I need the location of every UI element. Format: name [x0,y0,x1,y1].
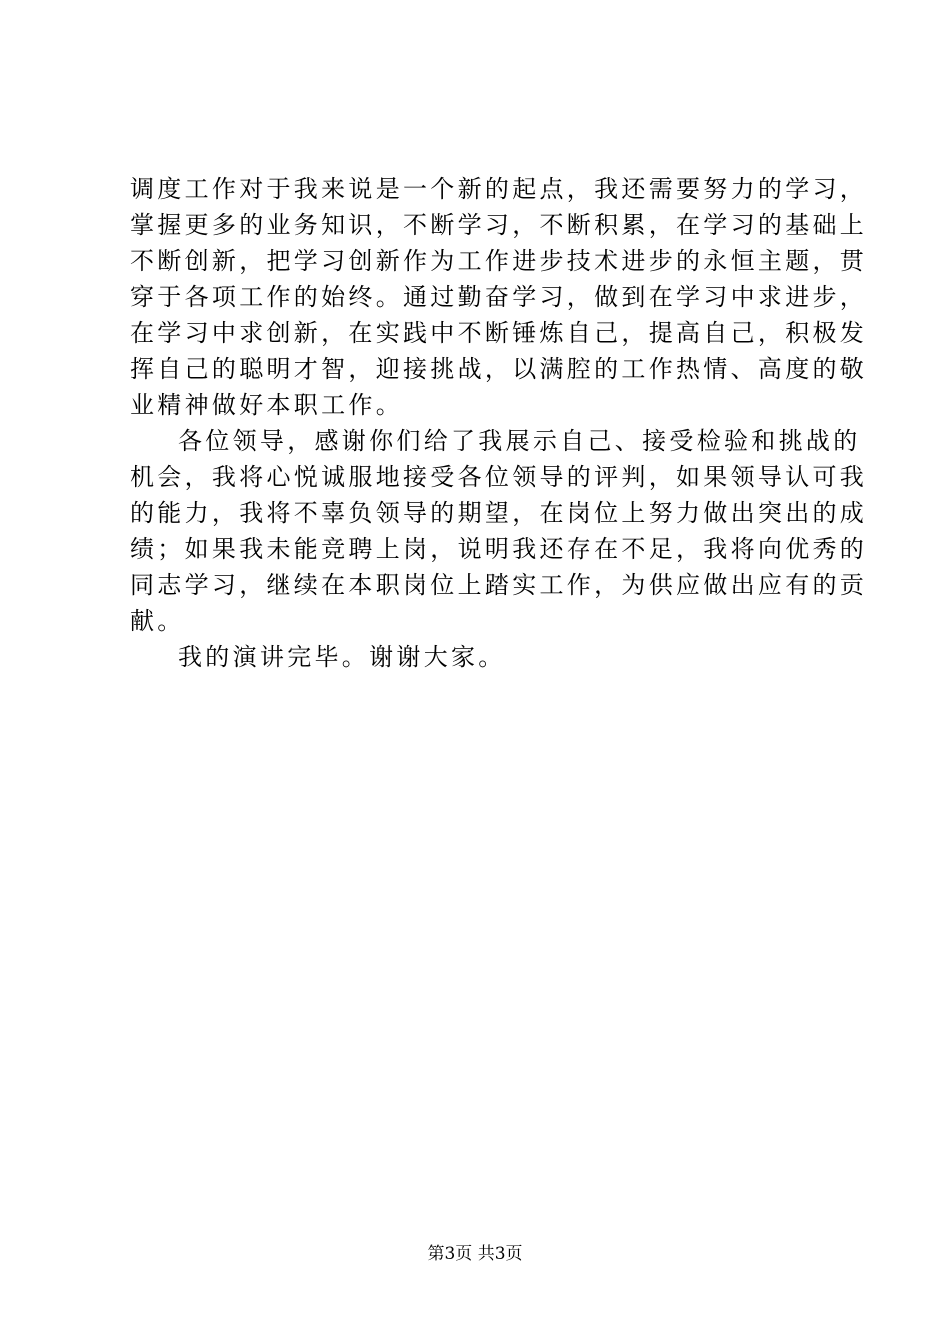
paragraph-1-line-5: 在学习中求创新，在实践中不断锤炼自己，提高自己，积极发 [130,319,868,347]
page-number-footer: 第3页 共3页 [427,1244,523,1264]
paragraph-2-line-4: 绩；如果我未能竞聘上岗，说明我还存在不足，我将向优秀的 [130,535,868,563]
paragraph-2-line-5: 同志学习，继续在本职岗位上踏实工作，为供应做出应有的贡 [130,571,868,599]
paragraph-2-line-2: 机会，我将心悦诚服地接受各位领导的评判，如果领导认可我 [130,463,868,491]
paragraph-1-line-7: 业精神做好本职工作。 [130,391,403,419]
paragraph-1-line-4: 穿于各项工作的始终。通过勤奋学习，做到在学习中求进步， [130,283,868,311]
paragraph-2-line-1: 各位领导，感谢你们给了我展示自己、接受检验和挑战的 [178,427,861,455]
paragraph-1-line-1: 调度工作对于我来说是一个新的起点，我还需要努力的学习， [130,175,868,203]
document-body [130,171,868,675]
paragraph-1-line-3: 不断创新，把学习创新作为工作进步技术进步的永恒主题，贯 [130,247,868,275]
paragraph-1-line-6: 挥自己的聪明才智，迎接挑战，以满腔的工作热情、高度的敬 [130,355,868,383]
paragraph-3-line-1: 我的演讲完毕。谢谢大家。 [178,643,506,671]
paragraph-2-line-3: 的能力，我将不辜负领导的期望，在岗位上努力做出突出的成 [130,499,868,527]
paragraph-1-line-2: 掌握更多的业务知识，不断学习，不断积累，在学习的基础上 [130,211,868,239]
paragraph-2-line-6: 献。 [130,607,185,635]
